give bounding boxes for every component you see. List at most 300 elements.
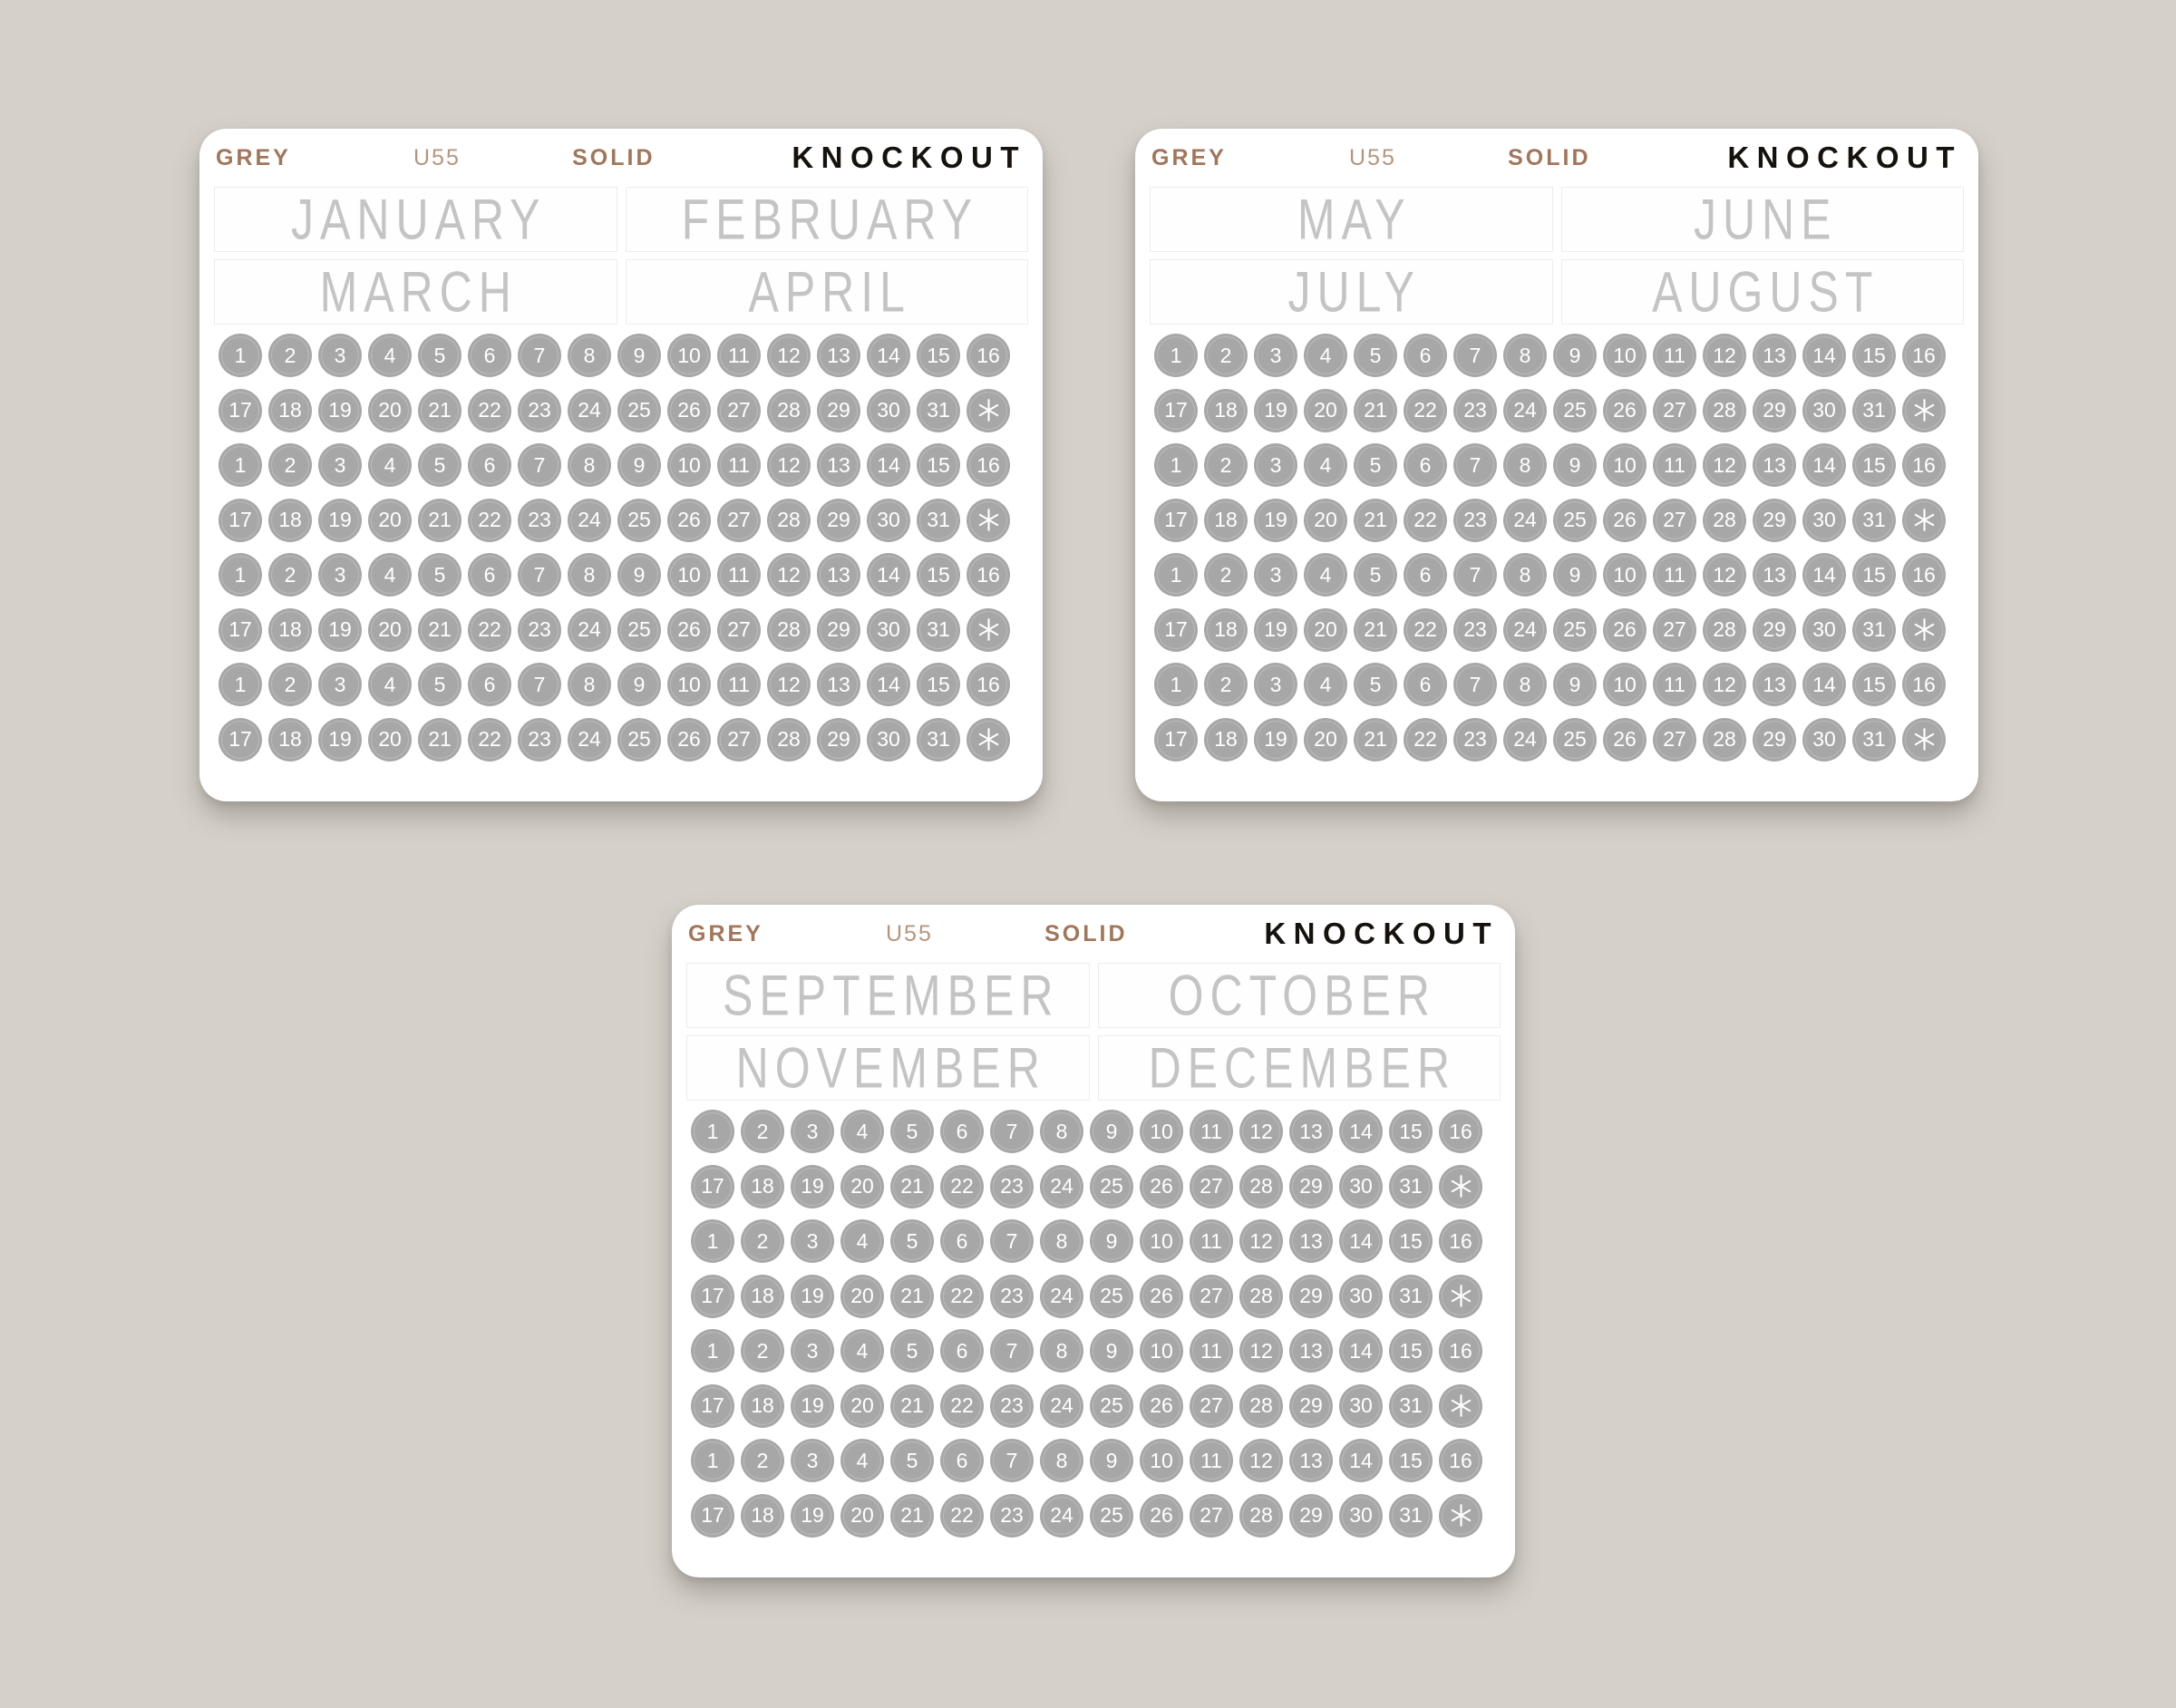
date-sticker: 25 <box>617 389 661 432</box>
date-sticker: 5 <box>1354 334 1397 377</box>
date-sticker: 30 <box>867 389 910 432</box>
finish-label: SOLID <box>1508 144 1591 170</box>
date-sticker: 13 <box>1289 1439 1333 1482</box>
date-sticker: 20 <box>1304 718 1347 762</box>
date-sticker: 26 <box>667 389 711 432</box>
date-sticker: 22 <box>940 1494 984 1538</box>
date-sticker-asterisk <box>1902 499 1946 542</box>
date-sticker: 10 <box>1140 1329 1183 1373</box>
date-sticker: 29 <box>1289 1494 1333 1538</box>
date-sticker: 28 <box>1703 718 1746 762</box>
date-sticker: 19 <box>318 718 362 762</box>
date-sticker: 7 <box>518 334 561 377</box>
date-sticker: 12 <box>1703 334 1746 377</box>
date-sticker: 25 <box>1090 1494 1133 1538</box>
date-sticker: 20 <box>368 608 412 652</box>
date-sticker: 18 <box>741 1384 784 1428</box>
date-row-first-half <box>219 443 1028 487</box>
date-sticker-asterisk <box>967 389 1010 432</box>
date-sticker: 4 <box>368 553 412 597</box>
date-sticker: 14 <box>867 553 910 597</box>
date-sticker: 4 <box>840 1219 884 1263</box>
brand-wordmark: KNOCKOUT <box>792 141 1026 174</box>
date-sticker: 30 <box>1339 1384 1383 1428</box>
date-sticker: 12 <box>767 443 811 487</box>
date-sticker: 14 <box>1802 663 1846 706</box>
date-sticker: 16 <box>1439 1439 1482 1482</box>
date-sticker: 25 <box>1090 1275 1133 1318</box>
date-sticker: 10 <box>667 443 711 487</box>
sheet-header <box>1150 129 1964 187</box>
date-sticker: 9 <box>1090 1439 1133 1482</box>
date-sticker: 2 <box>268 553 312 597</box>
date-sticker: 20 <box>1304 499 1347 542</box>
date-sticker: 5 <box>418 334 461 377</box>
date-sticker: 12 <box>1239 1110 1283 1153</box>
date-sticker: 28 <box>1703 389 1746 432</box>
color-label: GREY <box>216 144 291 170</box>
asterisk-icon <box>1449 1503 1473 1528</box>
date-sticker: 19 <box>791 1494 834 1538</box>
date-sticker: 5 <box>890 1219 934 1263</box>
date-sticker: 19 <box>791 1165 834 1208</box>
asterisk-icon <box>1912 727 1937 752</box>
date-sticker: 11 <box>717 553 761 597</box>
date-sticker: 3 <box>791 1110 834 1153</box>
finish-label: SOLID <box>572 144 656 170</box>
date-sticker: 3 <box>318 553 362 597</box>
date-sticker: 29 <box>817 608 860 652</box>
date-sticker: 8 <box>568 443 611 487</box>
date-sticker: 18 <box>268 499 312 542</box>
date-sticker: 5 <box>418 443 461 487</box>
date-sticker: 18 <box>1204 499 1248 542</box>
sticker-sheet-jan-apr <box>199 129 1043 801</box>
date-sticker: 12 <box>1703 663 1746 706</box>
date-sticker: 2 <box>741 1110 784 1153</box>
date-sticker: 27 <box>1653 608 1696 652</box>
date-sticker: 25 <box>617 718 661 762</box>
date-sticker: 6 <box>940 1329 984 1373</box>
date-row-first-half <box>1154 334 1964 377</box>
date-sticker: 6 <box>468 663 511 706</box>
date-sticker: 23 <box>1453 389 1497 432</box>
date-row-first-half <box>1154 663 1964 706</box>
date-sticker: 30 <box>1802 389 1846 432</box>
date-sticker: 1 <box>1154 553 1198 597</box>
date-sticker: 15 <box>1389 1329 1433 1373</box>
date-sticker: 20 <box>840 1494 884 1538</box>
date-sticker: 1 <box>1154 443 1198 487</box>
date-sticker: 7 <box>990 1219 1034 1263</box>
date-sticker: 17 <box>1154 608 1198 652</box>
date-sticker: 7 <box>990 1110 1034 1153</box>
date-sticker: 13 <box>1753 443 1796 487</box>
date-sticker: 5 <box>1354 663 1397 706</box>
date-sticker: 26 <box>667 718 711 762</box>
month-sticker <box>1561 259 1965 325</box>
date-sticker: 11 <box>717 663 761 706</box>
date-sticker: 16 <box>1439 1329 1482 1373</box>
date-row-second-half <box>219 499 1028 542</box>
date-sticker: 9 <box>1090 1219 1133 1263</box>
date-sticker: 22 <box>468 499 511 542</box>
date-row-first-half <box>1154 553 1964 597</box>
date-sticker: 29 <box>817 389 860 432</box>
date-sticker: 15 <box>1852 663 1896 706</box>
asterisk-icon <box>976 508 1001 532</box>
date-sticker: 8 <box>1503 553 1547 597</box>
date-sticker: 20 <box>368 718 412 762</box>
date-sticker: 4 <box>368 334 412 377</box>
date-sticker: 18 <box>741 1494 784 1538</box>
date-sticker: 12 <box>1703 443 1746 487</box>
asterisk-icon <box>1912 617 1937 642</box>
date-sticker: 2 <box>268 443 312 487</box>
date-sticker: 16 <box>967 443 1010 487</box>
brand-wordmark: KNOCKOUT <box>1264 917 1499 950</box>
date-sticker: 6 <box>1404 663 1447 706</box>
date-sticker: 24 <box>1503 608 1547 652</box>
date-sticker: 16 <box>967 334 1010 377</box>
date-sticker-asterisk <box>1439 1165 1482 1208</box>
date-sticker: 24 <box>1503 389 1547 432</box>
date-row-second-half <box>691 1275 1501 1318</box>
date-sticker: 12 <box>767 334 811 377</box>
date-sticker: 22 <box>940 1384 984 1428</box>
date-sticker: 12 <box>1239 1329 1283 1373</box>
date-sticker: 7 <box>990 1439 1034 1482</box>
date-sticker: 28 <box>1239 1165 1283 1208</box>
date-sticker: 21 <box>418 718 461 762</box>
date-sticker: 7 <box>1453 443 1497 487</box>
asterisk-icon <box>976 727 1001 752</box>
date-sticker: 28 <box>1239 1275 1283 1318</box>
date-sticker: 22 <box>468 389 511 432</box>
date-sticker: 11 <box>1190 1329 1233 1373</box>
date-sticker: 24 <box>1503 499 1547 542</box>
date-sticker: 6 <box>940 1439 984 1482</box>
date-sticker: 1 <box>1154 334 1198 377</box>
date-row-second-half <box>691 1494 1501 1538</box>
date-sticker: 7 <box>1453 663 1497 706</box>
brand-wordmark: KNOCKOUT <box>1727 141 1962 174</box>
month-label: JUNE <box>1693 187 1838 252</box>
asterisk-icon <box>1449 1393 1473 1418</box>
date-sticker: 10 <box>1140 1110 1183 1153</box>
date-sticker: 30 <box>867 718 910 762</box>
date-sticker: 9 <box>1553 663 1597 706</box>
month-label: MARCH <box>319 259 518 325</box>
date-sticker: 11 <box>1190 1439 1233 1482</box>
date-sticker: 16 <box>967 553 1010 597</box>
date-sticker: 8 <box>1040 1110 1083 1153</box>
date-sticker: 30 <box>1339 1165 1383 1208</box>
date-sticker: 24 <box>1503 718 1547 762</box>
date-sticker: 13 <box>1289 1329 1333 1373</box>
date-sticker: 29 <box>817 499 860 542</box>
date-sticker: 10 <box>667 334 711 377</box>
date-row-first-half <box>219 663 1028 706</box>
date-sticker: 11 <box>1653 663 1696 706</box>
date-sticker: 21 <box>418 389 461 432</box>
date-sticker: 31 <box>1852 389 1896 432</box>
date-sticker: 3 <box>791 1219 834 1263</box>
date-sticker: 3 <box>791 1329 834 1373</box>
date-sticker: 25 <box>1553 499 1597 542</box>
date-sticker: 10 <box>667 663 711 706</box>
date-sticker: 21 <box>1354 499 1397 542</box>
asterisk-icon <box>1449 1284 1473 1308</box>
date-sticker: 22 <box>1404 608 1447 652</box>
sticker-sheet-may-aug <box>1135 129 1978 801</box>
date-sticker: 6 <box>940 1110 984 1153</box>
date-sticker: 8 <box>1503 663 1547 706</box>
date-sticker: 15 <box>917 663 960 706</box>
date-sticker: 26 <box>1603 608 1647 652</box>
date-sticker: 6 <box>468 334 511 377</box>
date-sticker: 28 <box>767 608 811 652</box>
date-sticker: 23 <box>1453 499 1497 542</box>
date-sticker: 13 <box>1753 334 1796 377</box>
date-sticker: 17 <box>691 1165 734 1208</box>
date-sticker: 28 <box>767 718 811 762</box>
date-sticker: 8 <box>568 334 611 377</box>
date-sticker: 20 <box>1304 608 1347 652</box>
date-sticker: 31 <box>1852 499 1896 542</box>
date-sticker: 10 <box>1140 1219 1183 1263</box>
month-label: DECEMBER <box>1148 1035 1456 1101</box>
date-sticker: 30 <box>1802 718 1846 762</box>
date-sticker: 17 <box>1154 389 1198 432</box>
date-sticker: 21 <box>890 1275 934 1318</box>
date-sticker: 30 <box>1339 1494 1383 1538</box>
date-sticker: 9 <box>617 663 661 706</box>
date-sticker: 27 <box>1190 1165 1233 1208</box>
date-sticker: 22 <box>1404 718 1447 762</box>
date-sticker: 19 <box>318 608 362 652</box>
date-sticker: 21 <box>418 499 461 542</box>
date-row-second-half <box>1154 718 1964 762</box>
date-sticker: 2 <box>1204 663 1248 706</box>
date-row-second-half <box>1154 499 1964 542</box>
date-sticker: 29 <box>817 718 860 762</box>
date-sticker: 11 <box>717 334 761 377</box>
date-row-first-half <box>219 553 1028 597</box>
date-sticker: 25 <box>617 608 661 652</box>
month-sticker <box>1098 963 1501 1028</box>
date-sticker-grid <box>691 1110 1501 1538</box>
date-sticker: 9 <box>1553 443 1597 487</box>
finish-label: SOLID <box>1044 920 1128 946</box>
date-row-second-half <box>219 718 1028 762</box>
date-sticker: 24 <box>1040 1384 1083 1428</box>
date-sticker: 10 <box>1603 443 1647 487</box>
date-sticker: 23 <box>518 499 561 542</box>
date-sticker: 30 <box>1802 499 1846 542</box>
sticker-sheet-sep-dec <box>672 905 1515 1577</box>
date-sticker: 2 <box>741 1329 784 1373</box>
date-sticker: 18 <box>268 389 312 432</box>
date-sticker: 31 <box>917 499 960 542</box>
month-label: NOVEMBER <box>735 1035 1046 1101</box>
date-row-first-half <box>691 1110 1501 1153</box>
color-label: GREY <box>1151 144 1227 170</box>
date-sticker: 2 <box>268 334 312 377</box>
month-label: FEBRUARY <box>681 187 978 252</box>
color-label: GREY <box>688 920 763 946</box>
date-sticker-asterisk <box>1902 718 1946 762</box>
date-row-first-half <box>691 1329 1501 1373</box>
date-sticker: 10 <box>667 553 711 597</box>
date-sticker: 3 <box>1254 553 1297 597</box>
date-sticker: 31 <box>917 718 960 762</box>
date-sticker: 19 <box>318 499 362 542</box>
date-sticker: 15 <box>1389 1439 1433 1482</box>
month-label: SEPTEMBER <box>723 963 1060 1028</box>
date-sticker: 16 <box>1902 334 1946 377</box>
date-sticker: 28 <box>1703 608 1746 652</box>
date-sticker: 24 <box>568 718 611 762</box>
date-sticker: 2 <box>741 1439 784 1482</box>
date-sticker: 12 <box>1239 1439 1283 1482</box>
date-sticker: 10 <box>1603 553 1647 597</box>
date-sticker: 21 <box>1354 718 1397 762</box>
date-sticker: 18 <box>1204 389 1248 432</box>
month-sticker-grid <box>214 187 1028 325</box>
date-sticker: 27 <box>1190 1384 1233 1428</box>
date-sticker: 20 <box>368 389 412 432</box>
date-sticker: 26 <box>1603 389 1647 432</box>
date-sticker: 11 <box>1653 553 1696 597</box>
date-sticker: 28 <box>1239 1494 1283 1538</box>
month-sticker <box>626 259 1029 325</box>
date-sticker: 1 <box>219 553 262 597</box>
date-sticker: 26 <box>1140 1165 1183 1208</box>
date-sticker: 22 <box>940 1275 984 1318</box>
date-sticker: 18 <box>268 718 312 762</box>
date-sticker: 7 <box>1453 334 1497 377</box>
date-sticker: 17 <box>691 1384 734 1428</box>
date-sticker: 20 <box>368 499 412 542</box>
month-sticker <box>1098 1035 1501 1101</box>
date-sticker-asterisk <box>1439 1275 1482 1318</box>
date-sticker: 9 <box>617 334 661 377</box>
date-sticker: 9 <box>617 443 661 487</box>
date-sticker: 30 <box>867 608 910 652</box>
date-sticker: 17 <box>219 718 262 762</box>
date-row-first-half <box>691 1219 1501 1263</box>
date-sticker: 24 <box>1040 1494 1083 1538</box>
date-sticker: 15 <box>917 443 960 487</box>
date-sticker: 18 <box>1204 608 1248 652</box>
date-sticker: 10 <box>1140 1439 1183 1482</box>
date-sticker: 13 <box>817 663 860 706</box>
date-sticker: 30 <box>1339 1275 1383 1318</box>
date-sticker: 22 <box>468 608 511 652</box>
date-sticker-grid <box>219 334 1028 762</box>
date-sticker: 14 <box>867 334 910 377</box>
date-sticker: 3 <box>318 443 362 487</box>
asterisk-icon <box>976 398 1001 422</box>
date-row-second-half <box>219 608 1028 652</box>
date-sticker: 25 <box>1553 608 1597 652</box>
date-sticker: 14 <box>1802 334 1846 377</box>
date-sticker: 3 <box>1254 663 1297 706</box>
date-sticker: 19 <box>318 389 362 432</box>
date-sticker: 13 <box>817 443 860 487</box>
date-sticker: 15 <box>917 553 960 597</box>
date-sticker: 26 <box>667 608 711 652</box>
date-sticker: 3 <box>791 1439 834 1482</box>
date-row-second-half <box>691 1165 1501 1208</box>
date-sticker: 15 <box>1852 443 1896 487</box>
date-sticker: 1 <box>1154 663 1198 706</box>
date-sticker: 15 <box>917 334 960 377</box>
date-sticker: 7 <box>1453 553 1497 597</box>
date-sticker: 28 <box>767 389 811 432</box>
date-sticker: 26 <box>1603 718 1647 762</box>
date-sticker: 13 <box>1753 663 1796 706</box>
month-label: JANUARY <box>291 187 547 252</box>
date-sticker: 26 <box>1140 1384 1183 1428</box>
date-sticker: 23 <box>990 1494 1034 1538</box>
date-sticker: 2 <box>268 663 312 706</box>
date-sticker: 23 <box>990 1384 1034 1428</box>
date-sticker: 14 <box>1339 1329 1383 1373</box>
date-sticker: 5 <box>418 663 461 706</box>
date-sticker: 8 <box>568 663 611 706</box>
date-sticker: 9 <box>617 553 661 597</box>
date-sticker: 19 <box>1254 389 1297 432</box>
date-sticker: 18 <box>268 608 312 652</box>
date-sticker: 9 <box>1090 1110 1133 1153</box>
date-sticker: 26 <box>1603 499 1647 542</box>
date-sticker: 18 <box>1204 718 1248 762</box>
date-sticker: 26 <box>1140 1494 1183 1538</box>
date-sticker: 16 <box>1902 663 1946 706</box>
date-sticker: 14 <box>867 443 910 487</box>
date-sticker: 15 <box>1852 553 1896 597</box>
date-sticker: 5 <box>1354 553 1397 597</box>
sheet-header <box>686 905 1501 963</box>
asterisk-icon <box>1449 1174 1473 1199</box>
date-sticker: 20 <box>840 1275 884 1318</box>
date-row-second-half <box>1154 608 1964 652</box>
date-sticker: 11 <box>717 443 761 487</box>
sheet-header <box>214 129 1028 187</box>
date-row-second-half <box>691 1384 1501 1428</box>
date-sticker: 27 <box>1653 389 1696 432</box>
date-sticker: 31 <box>1389 1165 1433 1208</box>
date-sticker: 17 <box>691 1275 734 1318</box>
asterisk-icon <box>976 617 1001 642</box>
date-sticker: 14 <box>1339 1219 1383 1263</box>
date-sticker-asterisk <box>1902 389 1946 432</box>
month-sticker-grid <box>686 963 1501 1101</box>
date-sticker: 24 <box>568 499 611 542</box>
date-sticker: 5 <box>418 553 461 597</box>
month-sticker <box>1561 187 1965 252</box>
date-sticker: 24 <box>568 389 611 432</box>
date-sticker: 11 <box>1653 334 1696 377</box>
date-sticker-asterisk <box>1439 1494 1482 1538</box>
date-sticker: 12 <box>767 663 811 706</box>
month-sticker <box>686 963 1090 1028</box>
date-sticker: 25 <box>1553 718 1597 762</box>
date-sticker: 23 <box>518 718 561 762</box>
date-row-second-half <box>1154 389 1964 432</box>
